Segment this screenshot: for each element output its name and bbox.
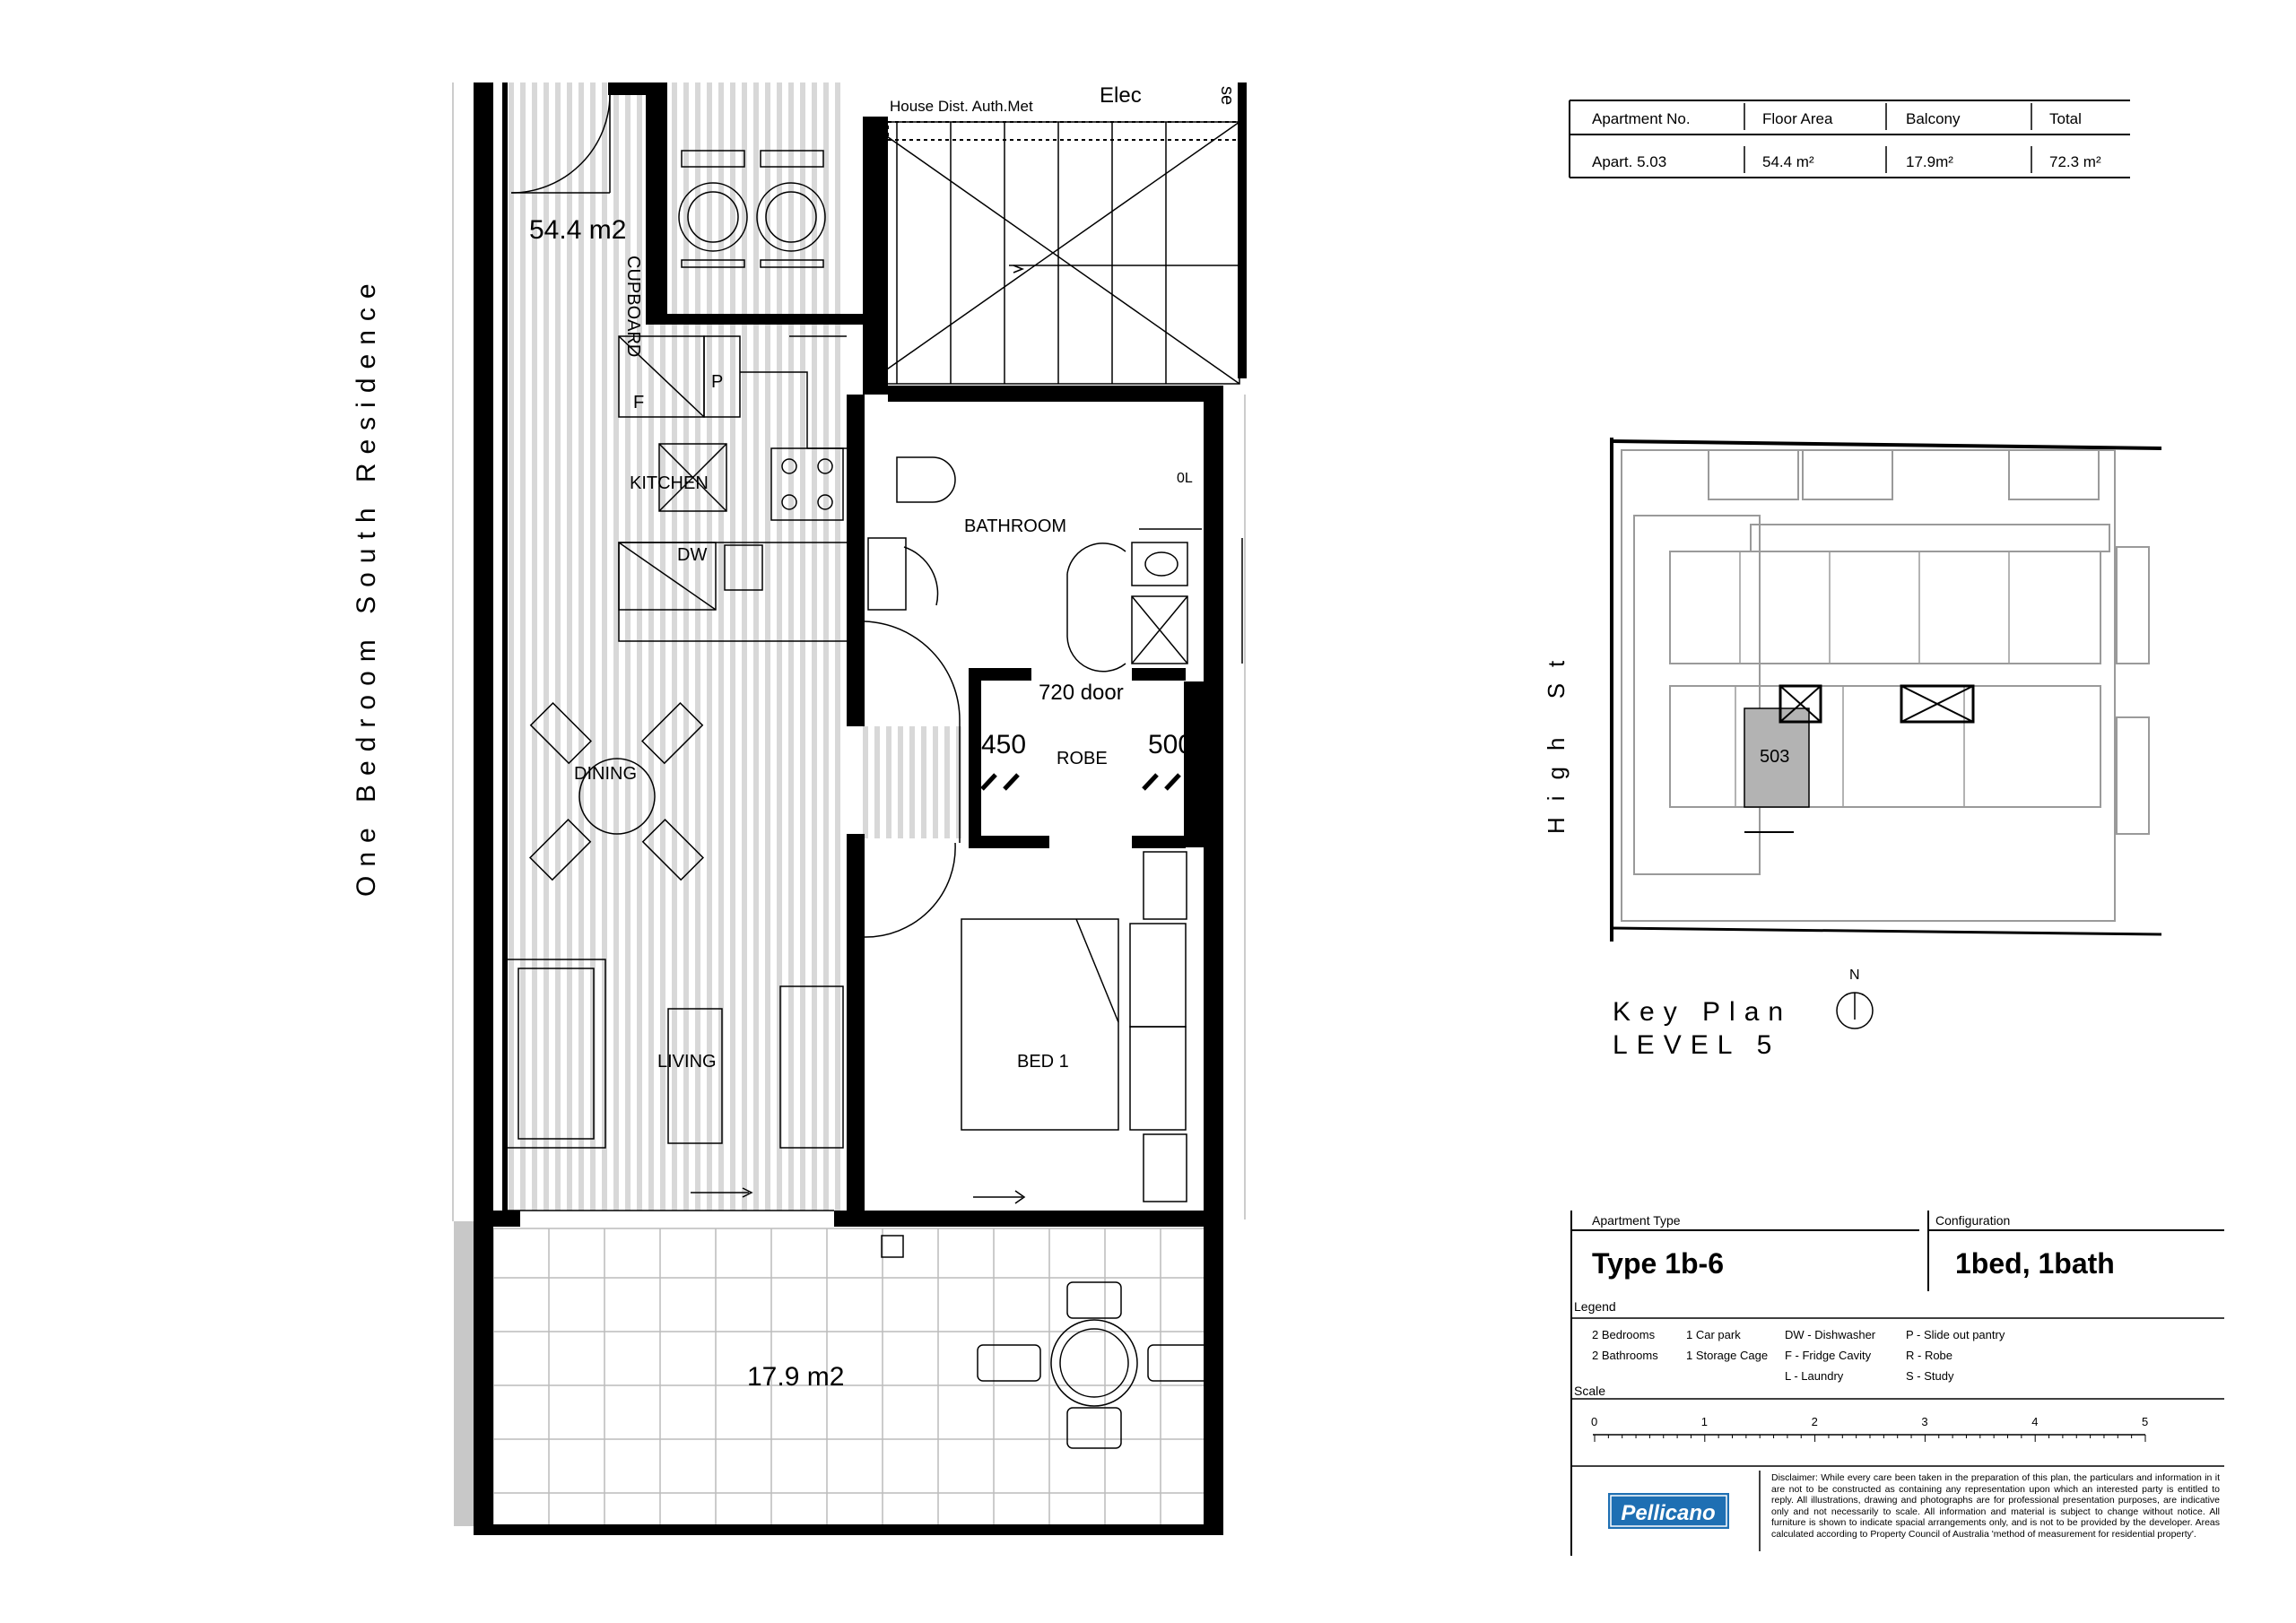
apartment-type: Type 1b-6 <box>1592 1247 1724 1280</box>
balcony-table <box>882 1236 1211 1448</box>
scale-tick-label: 0 <box>1591 1415 1598 1428</box>
robe-label: ROBE <box>1057 749 1108 768</box>
configuration-label: Configuration <box>1935 1213 2011 1228</box>
street-label: High St <box>1543 644 1570 834</box>
scale-tick-label: 3 <box>1921 1415 1928 1428</box>
legend-item: DW - Dishwasher <box>1785 1328 1876 1341</box>
summary-table <box>1570 100 2130 178</box>
scale-tick-label: 4 <box>2031 1415 2039 1428</box>
logo-text: Pellicano <box>1621 1501 1716 1525</box>
table-header-balcony: Balcony <box>1906 110 1961 127</box>
apartment-type-label: Apartment Type <box>1592 1213 1681 1228</box>
scale-tick-label: 1 <box>1700 1415 1709 1428</box>
balcony-tiles <box>493 1228 1220 1526</box>
laundry-label: 0L <box>1177 471 1193 486</box>
elec-label: Elec <box>1100 83 1142 108</box>
table-header-total: Total <box>2049 110 2082 127</box>
key-plan <box>1543 438 2161 1060</box>
key-plan-level: LEVEL 5 <box>1613 1030 1781 1060</box>
scale-tick-label: 2 <box>1811 1415 1818 1428</box>
bed <box>961 852 1187 1202</box>
legend-item: F - Fridge Cavity <box>1785 1349 1872 1362</box>
legend-label: Legend <box>1574 1299 1616 1314</box>
door-dim: 720 door <box>1039 681 1124 705</box>
scale-tick-label: 5 <box>2142 1415 2149 1428</box>
scale-ticks <box>1591 1415 2148 1442</box>
bed1-label: BED 1 <box>1017 1052 1069 1072</box>
kitchen-label: KITCHEN <box>630 473 709 493</box>
table-header-apartment: Apartment No. <box>1592 110 1691 127</box>
dining-label: DINING <box>574 764 637 784</box>
legend-item: 1 Car park <box>1686 1328 1741 1341</box>
configuration-value: 1bed, 1bath <box>1955 1247 2115 1280</box>
side-title: One Bedroom South Residence <box>352 274 381 897</box>
robe-marks <box>982 775 1179 789</box>
se-label: se <box>1217 86 1237 106</box>
key-plan-unit: 503 <box>1760 747 1790 767</box>
left-dim: 450 <box>981 730 1027 759</box>
legend-item: 1 Storage Cage <box>1686 1349 1769 1362</box>
internal-area-label: 54.4 m2 <box>529 215 627 245</box>
legend-item: S - Study <box>1906 1369 1954 1383</box>
legend-item: 2 Bedrooms <box>1592 1328 1656 1341</box>
north-label: N <box>1849 968 1860 983</box>
bathroom-fixtures <box>868 457 1242 672</box>
scale-label: Scale <box>1574 1384 1606 1398</box>
fridge-label: F <box>633 393 645 412</box>
table-cell-balcony: 17.9m² <box>1906 153 1953 170</box>
pantry-label: P <box>711 372 724 392</box>
table-cell-total: 72.3 m² <box>2049 153 2101 170</box>
disclaimer: Disclaimer: While every care been taken in the preparation of this plan, the particulars and information in it are not to be constructed as containing any representation upon which an interested party is entitled to reply. All illustrations, drawing and photographs are for professional presentation purposes, are indicative only and not necessarily to scale. All information and material is subject to change without notice. All furniture is shown to indicate spacial arrangements only, and is not to be provided by the developer. Areas calculated according to Property Council of Australia 'method of measurement for residential property'. <box>1771 1472 2220 1540</box>
table-header-floor-area: Floor Area <box>1762 110 1833 127</box>
table-cell-apartment: Apart. 5.03 <box>1592 153 1667 170</box>
legend-item: P - Slide out pantry <box>1906 1328 2005 1341</box>
right-dim: 500 <box>1148 730 1194 759</box>
legend-item: 2 Bathrooms <box>1592 1349 1658 1362</box>
legend-item: R - Robe <box>1906 1349 1953 1362</box>
living-label: LIVING <box>657 1052 717 1072</box>
key-plan-title: Key Plan <box>1613 997 1793 1027</box>
bathroom-label: BATHROOM <box>964 516 1067 536</box>
stairwell <box>866 122 1239 384</box>
house-dist-label: House Dist. Auth.Met <box>890 98 1033 115</box>
dw-label: DW <box>677 545 708 565</box>
cupboard-label: CUPBOARD <box>623 256 643 358</box>
legend-item: L - Laundry <box>1785 1369 1844 1383</box>
walls <box>474 82 1247 1535</box>
floor-hatch <box>511 82 959 1211</box>
legend <box>1592 1328 2005 1383</box>
table-cell-floor-area: 54.4 m² <box>1762 153 1814 170</box>
balcony-area-label: 17.9 m2 <box>747 1362 845 1392</box>
